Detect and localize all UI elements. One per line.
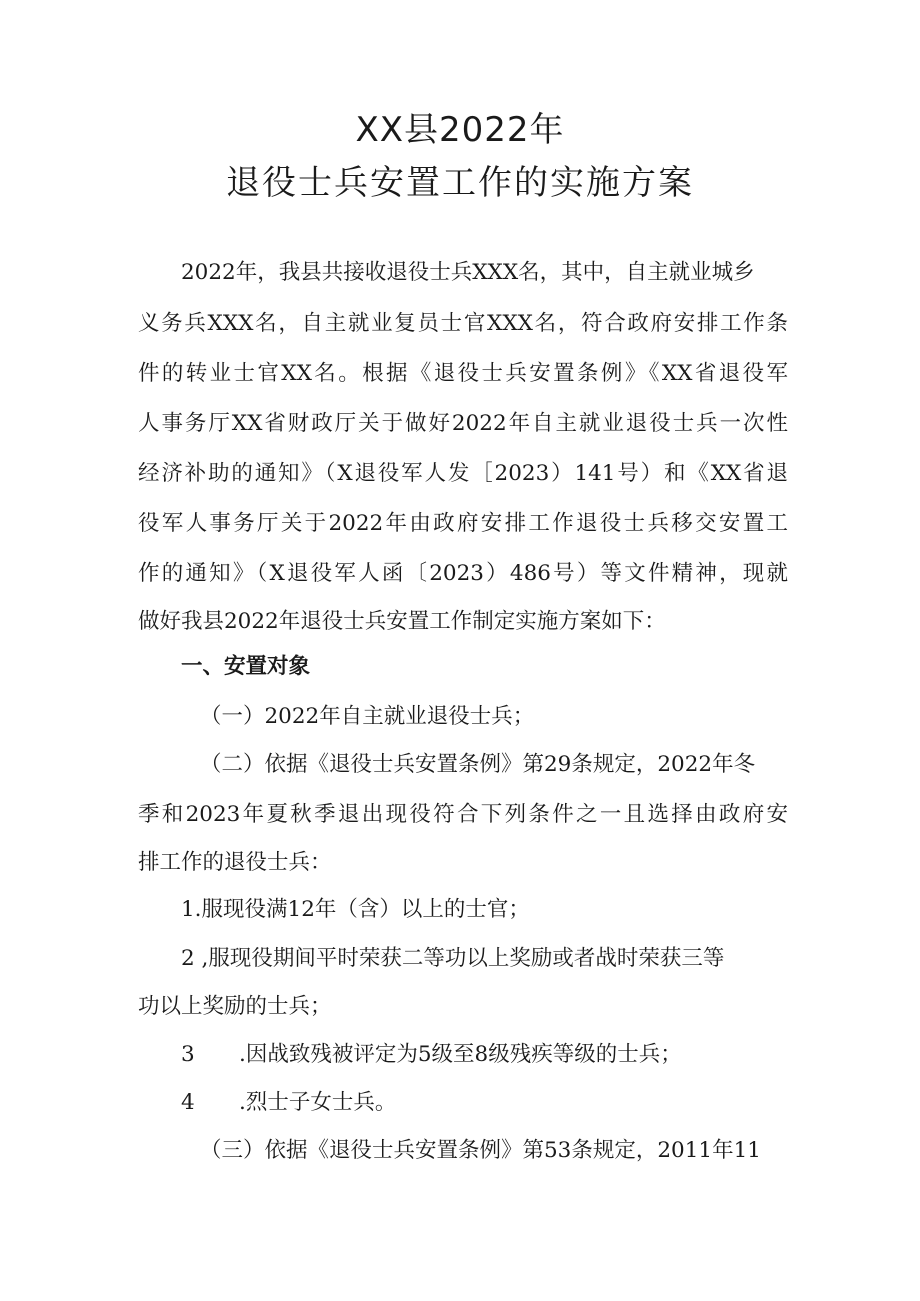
intro-line-3: 件的转业士官XX名。根据《退役士兵安置条例》《XX省退役军	[138, 361, 788, 386]
sub-item-2-line-2: 功以上奖励的士兵；	[138, 994, 332, 1019]
section-heading-1: 一、安置对象	[181, 654, 311, 679]
item-2-line-2: 季和2023年夏秋季退出现役符合下列条件之一且选择由政府安	[138, 802, 788, 827]
sub-item-3-text: .因战致残被评定为5级至8级残疾等级的士兵；	[239, 1042, 682, 1067]
sub-item-2-line-1: 2 ,服现役期间平时荣获二等功以上奖励或者战时荣获三等	[181, 946, 725, 971]
sub-item-4-text: .烈士子女士兵。	[239, 1090, 397, 1115]
item-1: （一）2022年自主就业退役士兵；	[200, 704, 535, 729]
intro-line-5: 经济补助的通知》（X退役军人发［2023）141号）和《XX省退	[138, 461, 788, 486]
intro-line-2: 义务兵XXX名，自主就业复员士官XXX名，符合政府安排工作条	[138, 311, 788, 336]
intro-line-1: 2022年，我县共接收退役士兵XXX名，其中，自主就业城乡	[181, 260, 755, 285]
intro-line-6: 役军人事务厅关于2022年由政府安排工作退役士兵移交安置工	[138, 511, 788, 536]
sub-item-4	[181, 1088, 788, 1118]
item-2-line-3: 排工作的退役士兵：	[138, 850, 332, 875]
title-line-1: XX县2022年	[355, 110, 565, 150]
intro-line-7: 作的通知》（X退役军人函〔2023）486号）等文件精神，现就	[138, 561, 788, 586]
sub-item-3-number: 3	[181, 1042, 195, 1067]
item-3-line-1: （三）依据《退役士兵安置条例》第53条规定，2011年11	[200, 1138, 761, 1163]
title-line-2: 退役士兵安置工作的实施方案	[226, 163, 694, 203]
item-2-line-1: （二）依据《退役士兵安置条例》第29条规定，2022年冬	[200, 752, 756, 777]
sub-item-1: 1.服现役满12年（含）以上的士官；	[181, 897, 530, 922]
intro-line-8: 做好我县2022年退役士兵安置工作制定实施方案如下：	[138, 609, 666, 634]
intro-line-4: 人事务厅XX省财政厅关于做好2022年自主就业退役士兵一次性	[138, 411, 788, 436]
sub-item-4-number: 4	[181, 1090, 195, 1115]
sub-item-3	[181, 1040, 788, 1070]
